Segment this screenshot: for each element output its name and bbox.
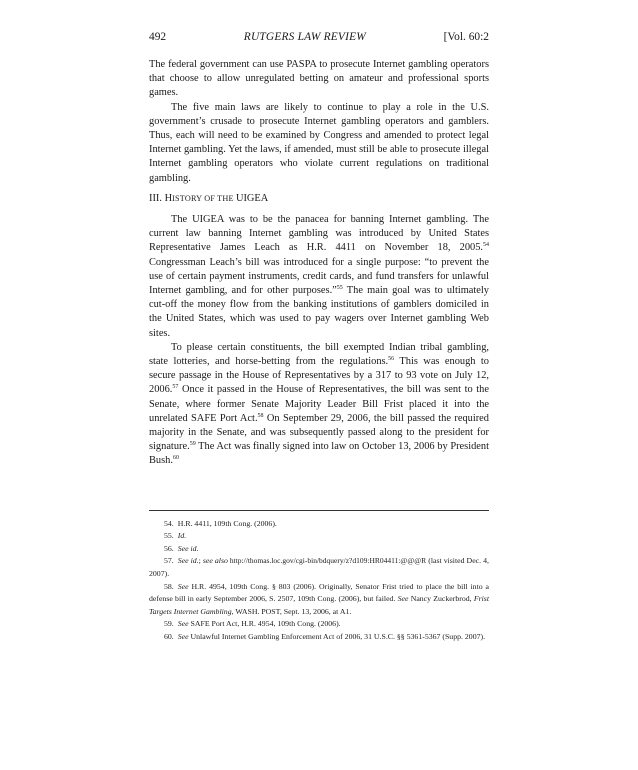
page-number: 492 xyxy=(149,31,167,43)
footnote-55 xyxy=(149,530,489,543)
footnote-text: (last visited Dec. 4, 2007). xyxy=(149,556,489,579)
footnote-text: Nancy Zuckerbrod, xyxy=(408,594,474,604)
footnote-signal: See xyxy=(177,632,189,642)
footnote-ref-58[interactable]: 58 xyxy=(257,412,264,419)
footnote-text: Id. xyxy=(177,531,187,541)
paragraph-4 xyxy=(149,341,489,469)
footnote-number: 54. xyxy=(164,518,174,528)
running-header xyxy=(149,30,489,44)
footnote-text: H.R. 4954, 109th Cong. § 803 (2006). Originally, Senator Frist tried to place the bill into a defense bill in early September 2006, S. 2507, 109th Cong. (2006), but failed. xyxy=(149,581,489,604)
volume-label: [Vol. 60:2 xyxy=(443,31,489,43)
footnote-signal: See xyxy=(397,594,409,604)
paragraph-4-text-d: On September 29, 2006, the bill passed the required majority in the Senate, and was subsequently passed along to the president for signature. xyxy=(149,412,489,453)
footnote-url-link[interactable]: http://thomas.loc.gov/cgi-bin/bdquery/z?d109:HR04411:@@@R xyxy=(227,556,427,566)
section-heading-acronym: UIGEA xyxy=(235,192,269,204)
footnote-58 xyxy=(149,581,489,619)
footnote-number: 56. xyxy=(164,543,174,553)
footnote-signal: see also xyxy=(202,556,228,566)
paragraph-2: The five main laws are likely to continue to play a role in the U.S. government’s crusade to prosecute Internet gambling operators and gamblers. Thus, each will need to be examined by Congress and amended to protect legal Internet gambling. Yet the laws, if amended, must still be able to prosecute illegal Internet gambling operators who violate current regulations on traditional gambling. xyxy=(149,101,489,184)
paragraph-4-text-e: The Act was finally signed into law on October 13, 2006 by President Bush. xyxy=(149,441,489,467)
footnote-56 xyxy=(149,543,489,556)
paragraph-3 xyxy=(149,213,489,341)
section-number: III. xyxy=(149,192,165,204)
footnote-ref-60[interactable]: 60 xyxy=(172,455,179,462)
footnote-text: , WASH. POST, Sept. 13, 2006, at A1. xyxy=(231,606,352,616)
footnote-signal: See xyxy=(177,619,189,629)
paragraph-4-text-b: This was enough to secure passage in the House of Representatives by a 317 to 93 vote on July 12, 2006. xyxy=(149,356,489,396)
footnote-number: 57. xyxy=(164,556,174,566)
footnote-number: 60. xyxy=(164,632,174,642)
footnote-text: Unlawful Internet Gambling Enforcement Act of 2006, 31 U.S.C. §§ 5361-5367 (Supp. 2007). xyxy=(188,632,486,642)
footnote-ref-54[interactable]: 54 xyxy=(483,242,489,249)
footnote-60 xyxy=(149,631,489,644)
footnote-signal: See id. xyxy=(177,556,199,566)
paragraph-3-text-b: Congressman Leach’s bill was introduced for a single purpose: “to prevent the use of certain payment instruments, credit cards, and fund transfers for unlawful Internet gambling, and for other purposes.” xyxy=(149,256,489,297)
footnote-number: 55. xyxy=(164,531,174,541)
page xyxy=(149,30,489,644)
paragraph-3-text-a: The UIGEA was to be the panacea for banning Internet gambling. The current law banning Internet gambling was introduced by United States Representative James Leach as H.R. 4411 on November 18, 2005. xyxy=(149,214,489,254)
footnote-57 xyxy=(149,555,489,580)
footnote-signal: See xyxy=(177,581,189,591)
footnotes xyxy=(149,518,489,644)
footnote-ref-56[interactable]: 56 xyxy=(388,356,395,363)
footnote-number: 59. xyxy=(164,619,174,629)
paragraph-3-text-c: The main goal was to ultimately cut-off the money flow from the banking institutions of gamblers domiciled in the United States, which was used to pay wagers over Internet gambling Web sites. xyxy=(149,285,489,339)
paragraph-1: The federal government can use PASPA to prosecute Internet gambling operators that choose to allow unregulated betting on amateur and professional sports games. xyxy=(149,59,489,99)
body-text xyxy=(149,58,489,469)
footnote-text: See id. xyxy=(177,543,199,553)
footnote-ref-55[interactable]: 55 xyxy=(336,285,343,292)
journal-title: RUTGERS LAW REVIEW xyxy=(243,31,366,43)
paragraph-4-text-c: Once it passed in the House of Representatives, the bill was sent to the Senate, where former Senate Majority Leader Bill Frist placed it into the unrelated SAFE Port Act. xyxy=(149,384,489,424)
footnote-59 xyxy=(149,618,489,631)
footnote-text: SAFE Port Act, H.R. 4954, 109th Cong. (2006). xyxy=(188,619,341,629)
footnote-article-title: Frist Targets Internet Gambling xyxy=(149,594,489,616)
section-heading-smallcaps: ISTORY OF THE xyxy=(172,193,236,203)
footnote-ref-57[interactable]: 57 xyxy=(172,384,179,391)
footnote-number: 58. xyxy=(164,581,174,591)
section-heading-initial: H xyxy=(164,192,173,204)
footnote-54 xyxy=(149,518,489,531)
footnote-text: H.R. 4411, 109th Cong. (2006). xyxy=(177,518,277,528)
paragraph-4-text-a: To please certain constituents, the bill exempted Indian tribal gambling, state lotteries, and horse-betting from the regulations. xyxy=(149,341,489,368)
section-heading xyxy=(149,192,489,206)
footnote-text: ; xyxy=(198,556,203,566)
footnote-ref-59[interactable]: 59 xyxy=(189,441,196,448)
footnote-divider xyxy=(149,510,489,511)
